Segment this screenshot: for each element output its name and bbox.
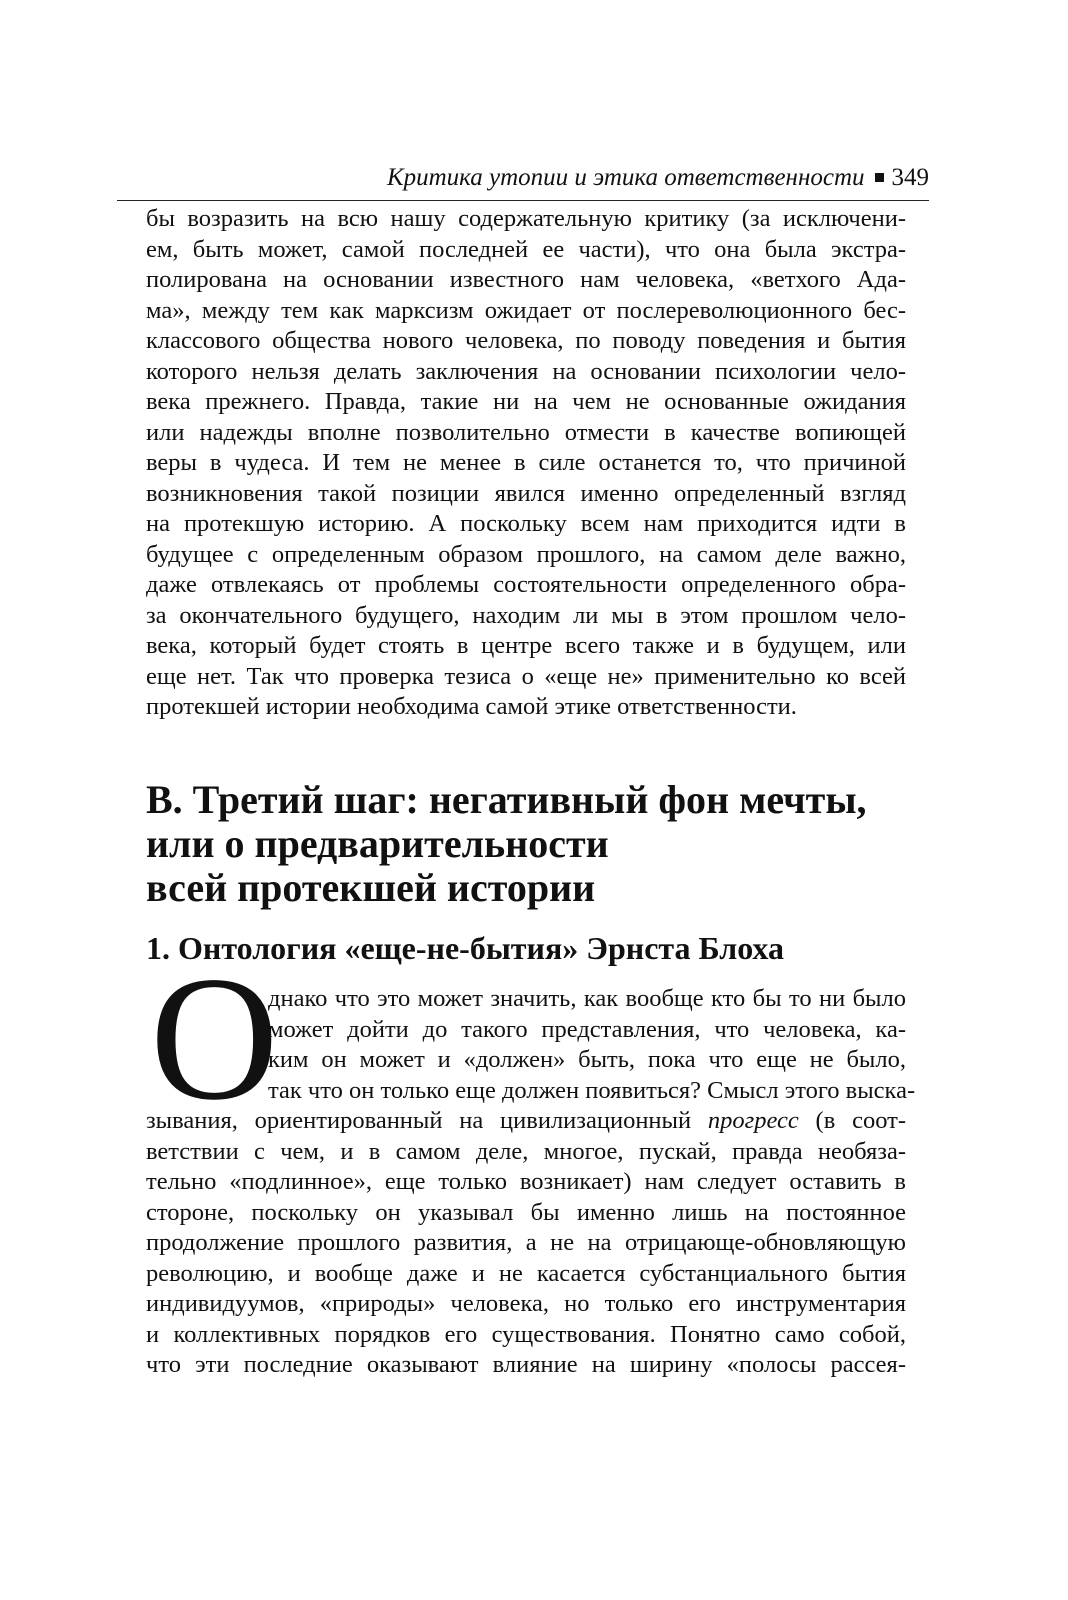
text-line: продолжение прошлого развития, а не на отрицающе-обновляющую bbox=[146, 1229, 906, 1256]
text-line: революцию, и вообще даже и не касается субстанциального бытия bbox=[146, 1259, 906, 1287]
text-line: за окончательного будущего, находим ли мы в этом прошлом чело- bbox=[146, 601, 906, 629]
text-run: зывания, ориентированный на цивилизационный bbox=[146, 1107, 708, 1134]
running-head bbox=[117, 160, 929, 201]
text-line: возникновения такой позиции явился именно определенный взгляд bbox=[146, 479, 906, 507]
text-run: (в соот- bbox=[798, 1107, 906, 1134]
text-line: ветствии с чем, и в самом деле, многое, пускай, правда необяза- bbox=[146, 1137, 906, 1165]
paragraph-2-dropcap-lines bbox=[268, 984, 916, 1106]
text-line: тельно «подлинное», еще только возникает) нам следует оставить в bbox=[146, 1168, 906, 1195]
text-line: веры в чудеса. И тем не менее в силе останется то, что причиной bbox=[146, 449, 906, 476]
text-line: и коллективных порядков его существования. Понятно само собой, bbox=[146, 1320, 906, 1348]
paragraph-2 bbox=[146, 1106, 906, 1381]
text-line: или надежды вполне позволительно отмести в качестве вопиющей bbox=[146, 418, 906, 446]
italic-term: прогресс bbox=[707, 1107, 799, 1134]
square-bullet-icon bbox=[875, 173, 884, 182]
text-line: может дойти до такого представления, что человека, ка- bbox=[268, 1015, 906, 1043]
section-title bbox=[146, 778, 906, 910]
text-line: индивидуумов, «природы» человека, но только его инструментария bbox=[146, 1290, 906, 1317]
text-line: которого нельзя делать заключения на основании психологии чело- bbox=[146, 357, 906, 385]
section-title-line: или о предварительности bbox=[146, 821, 609, 866]
text-line: ким он может и «должен» быть, пока что еще не было, bbox=[268, 1046, 906, 1073]
text-line: стороне, поскольку он указывал бы именно лишь на постоянное bbox=[146, 1198, 906, 1226]
text-line: так что он только еще должен появиться? Смысл этого выска- bbox=[268, 1076, 916, 1104]
section-title-line: B. Третий шаг: негативный фон мечты, bbox=[146, 777, 867, 822]
text-line: ма», между тем как марксизм ожидает от послереволюционного бес- bbox=[146, 296, 906, 324]
text-line: протекшей истории необходима самой этике ответственности. bbox=[146, 693, 797, 720]
drop-cap: О bbox=[150, 939, 279, 1137]
page-number: 349 bbox=[891, 164, 929, 191]
text-line: бы возразить на всю нашу содержательную критику (за исключени- bbox=[146, 205, 906, 232]
text-line: ем, быть может, самой последней ее части), что она была экстра- bbox=[146, 235, 906, 263]
running-head-title: Критика утопии и этика ответственности bbox=[387, 164, 865, 191]
text-line: классового общества нового человека, по поводу поведения и бытия bbox=[146, 327, 906, 354]
text-line: века прежнего. Правда, такие ни на чем не основанные ожидания bbox=[146, 388, 906, 415]
text-line: века, который будет стоять в центре всего также и в будущем, или bbox=[146, 632, 906, 659]
text-line: полирована на основании известного нам человека, «ветхого Ада- bbox=[146, 266, 906, 293]
text-line: на протекшую историю. А поскольку всем нам приходится идти в bbox=[146, 510, 906, 537]
subsection-title: 1. Онтология «еще-не-бытия» Эрнста Блоха bbox=[146, 930, 784, 966]
text-line: даже отвлекаясь от проблемы состоятельности определенного обра- bbox=[146, 571, 906, 598]
text-line: будущее с определенным образом прошлого, на самом деле важно, bbox=[146, 540, 906, 568]
section-title-line: всей протекшей истории bbox=[146, 865, 596, 910]
text-line bbox=[146, 1106, 906, 1137]
text-line: что эти последние оказывают влияние на ширину «полосы рассея- bbox=[146, 1351, 906, 1378]
paragraph-1 bbox=[146, 204, 906, 723]
text-line: еще нет. Так что проверка тезиса о «еще не» применительно ко всей bbox=[146, 662, 906, 690]
text-line: днако что это может значить, как вообще кто бы то ни было bbox=[268, 985, 906, 1012]
